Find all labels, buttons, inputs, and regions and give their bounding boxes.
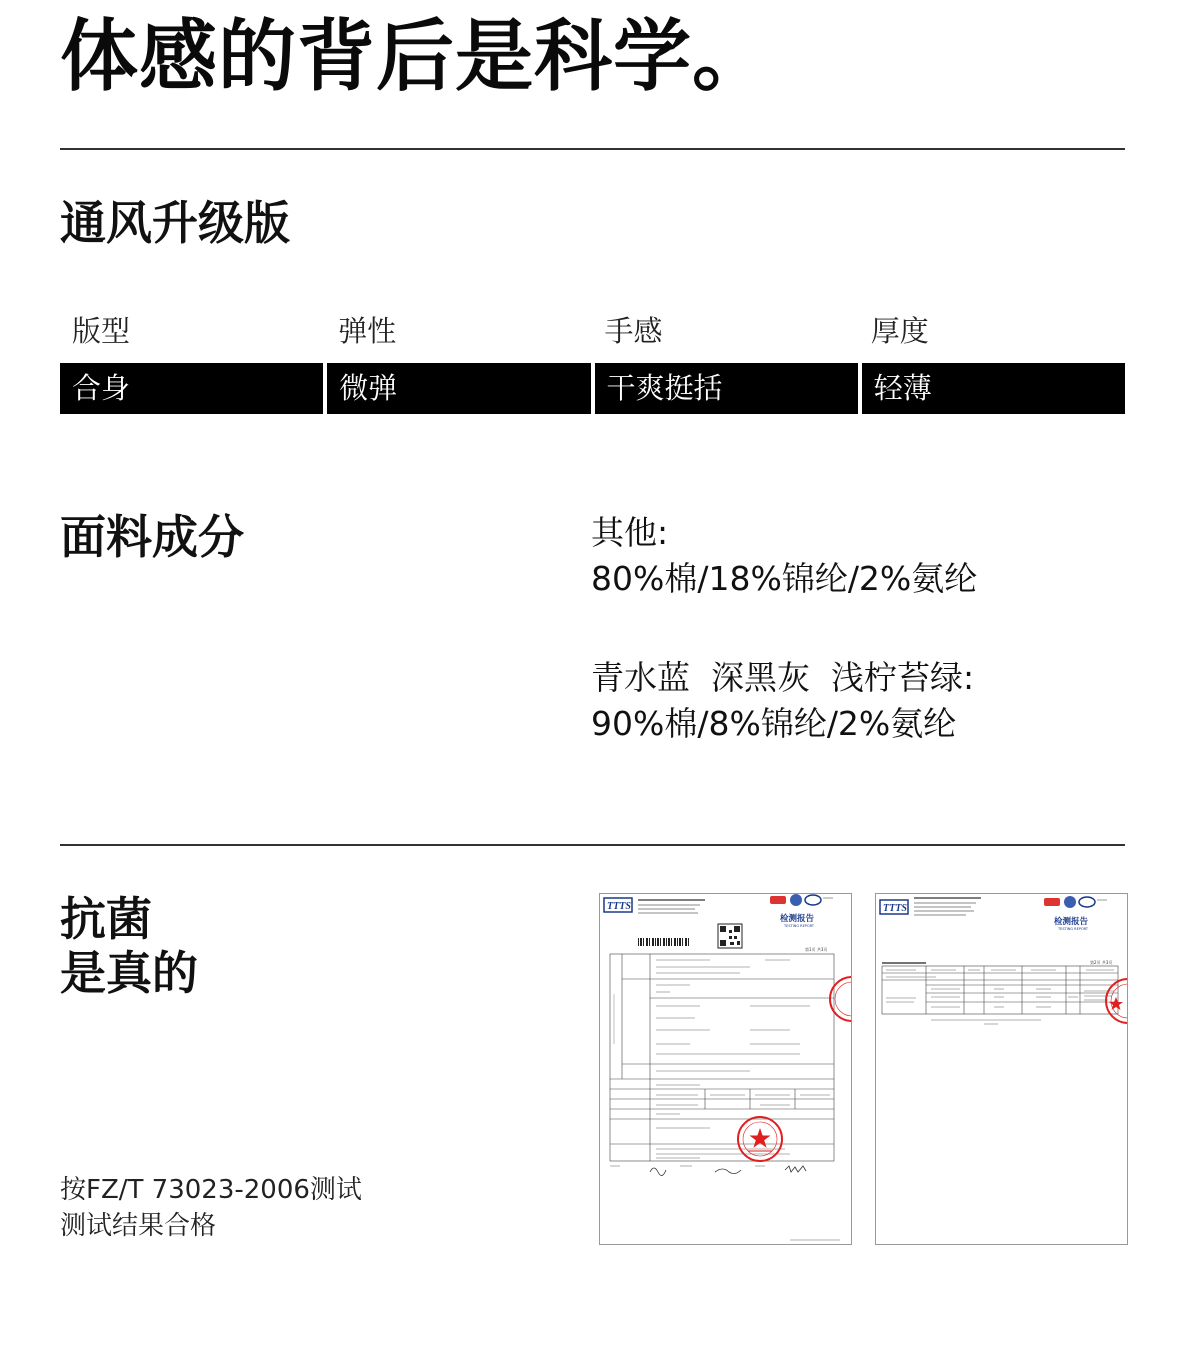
test-report-image	[599, 893, 852, 1245]
attribute-label-thickness: 厚度	[870, 314, 929, 348]
report-text-lines	[610, 1166, 840, 1240]
test-note	[60, 1172, 362, 1244]
qr-code-icon	[718, 924, 742, 948]
test-report-scan	[600, 894, 851, 1244]
fabric-heading: 面料成分	[60, 510, 244, 564]
cnas-logo	[805, 895, 821, 905]
section-divider	[60, 844, 1125, 846]
side-seal-icon	[830, 977, 851, 1021]
test-standard-text: 按FZ/T 73023-2006测试	[60, 1175, 362, 1205]
antibacterial-heading-line: 是真的	[60, 946, 198, 1000]
barcode-icon	[638, 938, 689, 946]
composition-colors: 青水蓝 深黑灰 浅柠苔绿:	[591, 658, 975, 697]
report-page-number: 第1页 共3页	[805, 947, 828, 952]
report-brand: TTTS	[607, 901, 631, 912]
antibacterial-heading-line: 抗菌	[60, 892, 152, 946]
side-seal-icon	[1106, 979, 1127, 1023]
cma-logo	[770, 896, 786, 904]
attribute-value-elasticity: 微弹	[327, 363, 590, 414]
composition-colors: 其他:	[591, 513, 669, 552]
report-table	[610, 954, 834, 1161]
report-brand: TTTS	[883, 903, 907, 914]
report-title: 检测报告	[1054, 917, 1089, 927]
signature-icon	[650, 1166, 806, 1176]
attribute-value-handfeel: 干爽挺括	[595, 363, 858, 414]
report-title: 检测报告	[780, 914, 815, 924]
attribute-value-thickness: 轻薄	[862, 363, 1125, 414]
composition-ratio: 90%棉/8%锦纶/2%氨纶	[591, 704, 957, 743]
attribute-label-elasticity: 弹性	[338, 314, 397, 348]
red-seal-icon	[738, 1117, 782, 1161]
ilac-logo	[790, 894, 802, 906]
test-report-image	[875, 893, 1128, 1245]
attribute-label-row	[60, 312, 1125, 350]
section-divider	[60, 148, 1125, 150]
page-title: 体感的背后是科学。	[60, 12, 772, 102]
attribute-value-fit: 合身	[60, 363, 323, 414]
test-result-text: 测试结果合格	[60, 1211, 217, 1241]
report-page-number: 第2页 共3页	[1090, 960, 1113, 965]
composition-ratio: 80%棉/18%锦纶/2%氨纶	[591, 559, 978, 598]
report-text-lines	[614, 960, 830, 1158]
test-report-scan	[876, 894, 1127, 1244]
report-subtitle: TESTING REPORT	[784, 924, 815, 928]
attribute-value-row	[60, 363, 1125, 414]
cnas-logo	[1079, 897, 1095, 907]
attribute-label-fit: 版型	[72, 314, 131, 348]
cma-logo	[1044, 898, 1060, 906]
attribute-label-handfeel: 手感	[604, 314, 663, 348]
composition-block	[591, 510, 977, 602]
antibacterial-heading	[60, 892, 198, 1000]
report-subtitle: TESTING REPORT	[1058, 927, 1089, 931]
composition-block	[591, 655, 974, 747]
ilac-logo	[1064, 896, 1076, 908]
upgrade-heading: 通风升级版	[60, 196, 290, 250]
